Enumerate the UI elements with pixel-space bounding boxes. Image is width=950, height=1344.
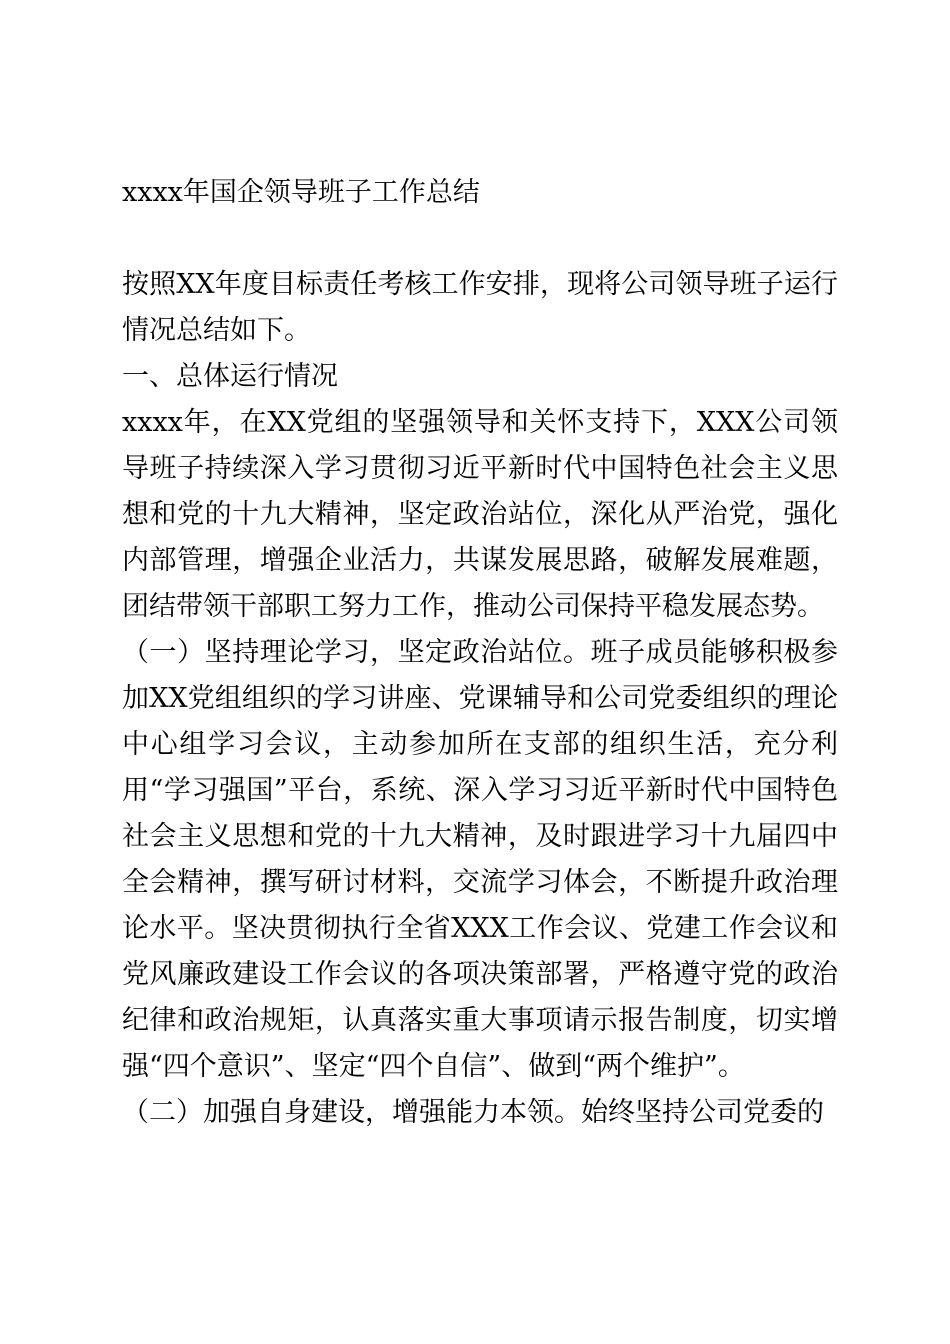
overview-paragraph: xxxx年，在XX党组的坚强领导和关怀支持下，XXX公司领导班子持续深入学习贯彻习近平新时代中国特色社会主义思想和党的十九大精神，坚定政治站位，深化从严治党，强化内部管理，增强企业活力，共谋发展思路，破解发展难题，团结带领干部职工努力工作，推动公司保持平稳发展态势。 (122, 407, 838, 622)
document-title: xxxx年国企领导班子工作总结 (122, 177, 480, 208)
document-body (122, 262, 838, 1136)
theory-study-paragraph: （一）坚持理论学习，坚定政治站位。班子成员能够积极参加XX党组组织的学习讲座、党课辅导和公司党委组织的理论中心组学习会议，主动参加所在支部的组织生活，充分利用“学习强国”平台，系统、深入学习习近平新时代中国特色社会主义思想和党的十九大精神，及时跟进学习十九届四中全会精神，撰写研讨材料，交流学习体会，不断提升政治理论水平。坚决贯彻执行全省XXX工作会议、党建工作会议和党风廉政建设工作会议的各项决策部署，严格遵守党的政治纪律和政治规矩，认真落实重大事项请示报告制度，切实增强“四个意识”、坚定“四个自信”、做到“两个维护”。 (122, 637, 838, 1082)
section-heading: 一、总体运行情况 (122, 361, 338, 392)
self-building-paragraph: （二）加强自身建设，增强能力本领。始终坚持公司党委的 (122, 1097, 824, 1128)
intro-paragraph: 按照XX年度目标责任考核工作安排，现将公司领导班子运行情况总结如下。 (122, 269, 838, 346)
